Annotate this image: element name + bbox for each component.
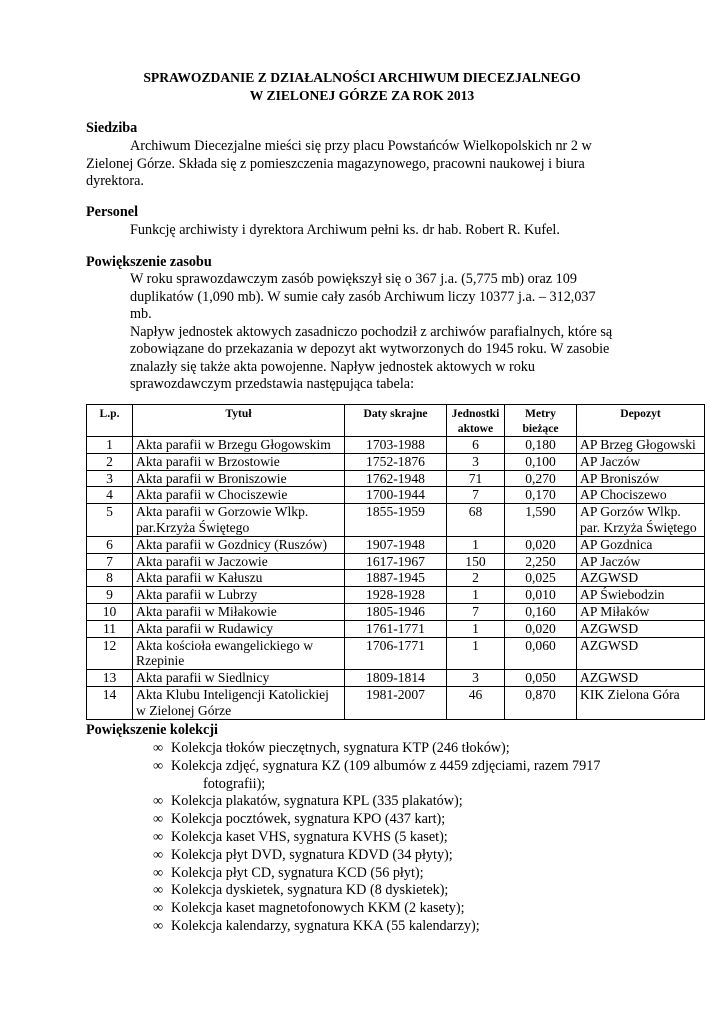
cell-daty-text: 1809-1814 (366, 670, 425, 686)
cell-daty (345, 504, 447, 537)
cell-daty (345, 637, 447, 670)
siedziba-line: Archiwum Diecezjalne mieści się przy placu Powstańców Wielkopolskich nr 2 w (130, 138, 592, 154)
header-daty: Daty skrajne (345, 405, 447, 437)
cell-tytul-text: Akta parafii w Brzegu Głogowskim (136, 437, 331, 452)
cell-daty (345, 603, 447, 620)
cell-tytul (133, 686, 345, 719)
header-depozyt: Depozyt (577, 405, 705, 437)
cell-metry-text: 0,180 (525, 437, 556, 452)
cell-lp-text: 3 (106, 470, 113, 486)
heading-personel: Personel (86, 204, 139, 220)
cell-jednostki (447, 487, 505, 504)
cell-tytul-text: Akta parafii w Chociszewie (136, 487, 288, 503)
deposit-table (86, 404, 705, 720)
cell-tytul-text: Akta parafii w Miłakowie (136, 603, 277, 619)
cell-depozyt-text: AP Chociszewo (580, 487, 667, 503)
cell-tytul-text: Akta Klubu Inteligencji Katolickiej (136, 686, 329, 702)
cell-jednostki-text: 1 (472, 587, 479, 603)
cell-jednostki-text: 68 (468, 504, 483, 520)
cell-jednostki (447, 570, 505, 587)
cell-daty-text: 1855-1959 (366, 504, 425, 520)
cell-depozyt-text-line2: par. Krzyża Świętego (580, 519, 697, 535)
cell-metry-text: 0,010 (525, 587, 556, 603)
cell-daty (345, 686, 447, 719)
cell-lp (87, 437, 133, 454)
cell-tytul (133, 553, 345, 570)
cell-daty (345, 670, 447, 687)
infinity-bullet-icon: ∞ (153, 900, 164, 917)
header-tytul: Tytuł (133, 405, 345, 437)
cell-tytul (133, 470, 345, 487)
collection-item-text: Kolekcja zdjęć, sygnatura KZ (109 albumów z 4459 zdjęciami, razem 7917 (171, 757, 601, 774)
cell-metry-text: 1,590 (525, 504, 556, 520)
cell-daty (345, 536, 447, 553)
table-row (87, 686, 705, 719)
cell-jednostki-text: 3 (472, 670, 479, 686)
cell-depozyt (577, 620, 705, 637)
cell-lp-text: 14 (102, 686, 117, 702)
cell-metry (505, 570, 577, 587)
header-jednostki (447, 405, 505, 437)
collection-item-text: Kolekcja płyt DVD, sygnatura KDVD (34 płyty); (171, 846, 453, 863)
zasob-line: zobowiązane do przekazania w depozyt akt wytworzonych do 1945 roku. W zasobie (130, 341, 610, 357)
cell-metry-text: 0,020 (525, 620, 556, 636)
cell-lp-text: 13 (102, 670, 117, 686)
table-row (87, 637, 705, 670)
cell-tytul (133, 587, 345, 604)
cell-jednostki-text: 150 (465, 553, 486, 569)
list-item (153, 900, 600, 918)
cell-jednostki (447, 437, 505, 454)
cell-lp (87, 670, 133, 687)
cell-depozyt (577, 504, 705, 537)
list-item (153, 793, 600, 811)
cell-lp-text: 11 (102, 620, 117, 636)
cell-jednostki-text: 6 (472, 437, 479, 452)
cell-daty-text: 1703-1988 (366, 437, 425, 452)
cell-tytul-text: Akta parafii w Broniszowie (136, 470, 287, 486)
cell-depozyt (577, 686, 705, 719)
cell-metry-text: 0,100 (525, 453, 556, 469)
cell-tytul (133, 670, 345, 687)
infinity-bullet-icon: ∞ (153, 917, 164, 934)
cell-tytul-text: Akta parafii w Gorzowie Wlkp. (136, 504, 309, 520)
cell-metry (505, 637, 577, 670)
cell-lp (87, 620, 133, 637)
cell-jednostki-text: 7 (472, 603, 479, 619)
cell-daty-text: 1752-1876 (366, 453, 425, 469)
cell-lp (87, 487, 133, 504)
cell-lp-text: 1 (106, 437, 113, 452)
cell-lp-text: 8 (106, 570, 113, 586)
cell-daty-text: 1907-1948 (366, 536, 425, 552)
cell-lp-text: 6 (106, 536, 113, 552)
cell-jednostki (447, 504, 505, 537)
table-body (87, 437, 705, 720)
cell-daty-text: 1617-1967 (366, 553, 425, 569)
siedziba-line: Zielonej Górze. Składa się z pomieszczenia magazynowego, pracowni naukowej i biura (86, 155, 585, 172)
cell-daty-text: 1706-1771 (366, 637, 425, 653)
cell-lp-text: 9 (106, 587, 113, 603)
table-row (87, 553, 705, 570)
cell-tytul (133, 620, 345, 637)
header-jednostki-line1: Jednostki (451, 407, 500, 420)
cell-jednostki (447, 587, 505, 604)
list-item (153, 918, 600, 936)
table-row (87, 470, 705, 487)
cell-lp-text: 5 (106, 504, 113, 520)
cell-depozyt (577, 570, 705, 587)
collection-item-text: Kolekcja dyskietek, sygnatura KD (8 dyskietek); (171, 882, 449, 899)
cell-metry (505, 504, 577, 537)
cell-metry-text: 0,870 (525, 686, 556, 702)
table-header-row (87, 405, 705, 437)
infinity-bullet-icon: ∞ (153, 793, 164, 810)
list-item (153, 882, 600, 900)
cell-metry (505, 470, 577, 487)
cell-lp (87, 587, 133, 604)
cell-jednostki-text: 1 (472, 637, 479, 653)
cell-lp (87, 470, 133, 487)
cell-depozyt (577, 470, 705, 487)
cell-jednostki (447, 686, 505, 719)
cell-lp (87, 536, 133, 553)
infinity-bullet-icon: ∞ (153, 740, 164, 756)
cell-tytul-text: Akta kościoła ewangelickiego w (136, 637, 314, 653)
siedziba-line: dyrektora. (86, 173, 144, 189)
cell-depozyt (577, 453, 705, 470)
cell-metry (505, 587, 577, 604)
cell-depozyt (577, 487, 705, 504)
cell-depozyt-text: KIK Zielona Góra (580, 686, 680, 702)
cell-lp (87, 686, 133, 719)
header-lp: L.p. (87, 405, 133, 437)
cell-lp (87, 570, 133, 587)
list-item (153, 758, 600, 794)
cell-daty-text: 1762-1948 (366, 470, 425, 486)
cell-daty (345, 587, 447, 604)
cell-lp-text: 10 (102, 603, 117, 619)
heading-powiekszenie-zasobu: Powiększenie zasobu (86, 254, 212, 270)
cell-tytul (133, 487, 345, 504)
cell-tytul-text-line2: Rzepinie (136, 653, 185, 669)
table-row (87, 504, 705, 537)
cell-tytul (133, 536, 345, 553)
zasob-line: sprawozdawczym przedstawia następująca tabela: (130, 376, 415, 392)
cell-depozyt (577, 603, 705, 620)
cell-metry (505, 686, 577, 719)
collection-item-text: Kolekcja tłoków pieczętnych, sygnatura KTP (246 tłoków); (171, 740, 510, 756)
table-row (87, 670, 705, 687)
cell-depozyt-text: AP Jaczów (580, 553, 641, 569)
cell-depozyt-text: AP Świebodzin (580, 587, 665, 603)
cell-depozyt (577, 637, 705, 670)
collection-item-text: Kolekcja kaset magnetofonowych KKM (2 kasety); (171, 900, 465, 917)
collection-item-text: Kolekcja płyt CD, sygnatura KCD (56 płyt); (171, 864, 424, 881)
collection-list (153, 740, 600, 936)
header-metry (505, 405, 577, 437)
cell-depozyt (577, 670, 705, 687)
cell-tytul (133, 437, 345, 454)
cell-depozyt-text: AZGWSD (580, 620, 639, 636)
cell-daty-text: 1700-1944 (366, 487, 425, 503)
table-row (87, 453, 705, 470)
cell-jednostki (447, 670, 505, 687)
cell-daty (345, 620, 447, 637)
cell-jednostki-text: 1 (472, 620, 479, 636)
cell-jednostki (447, 620, 505, 637)
heading-siedziba: Siedziba (86, 120, 138, 136)
zasob-line: W roku sprawozdawczym zasób powiększył się o 367 j.a. (5,775 mb) oraz 109 (130, 271, 577, 287)
cell-depozyt-text: AZGWSD (580, 637, 639, 653)
table-row (87, 587, 705, 604)
cell-jednostki-text: 3 (472, 453, 479, 469)
cell-metry (505, 453, 577, 470)
table-row (87, 570, 705, 587)
cell-daty-text: 1761-1771 (366, 620, 425, 636)
header-metry-line1: Metry (525, 407, 556, 420)
collection-item-text: Kolekcja pocztówek, sygnatura KPO (437 kart); (171, 811, 446, 828)
cell-jednostki (447, 453, 505, 470)
cell-metry (505, 670, 577, 687)
table-row (87, 603, 705, 620)
cell-lp (87, 453, 133, 470)
cell-jednostki (447, 470, 505, 487)
powiekszenie-zasobu-paragraph (130, 271, 612, 394)
cell-metry (505, 620, 577, 637)
cell-depozyt-text: AP Jaczów (580, 453, 641, 469)
document-title-line-1: SPRAWOZDANIE Z DZIAŁALNOŚCI ARCHIWUM DIECEZJALNEGO (143, 70, 581, 85)
cell-depozyt-text: AZGWSD (580, 670, 639, 686)
collection-item-text: Kolekcja plakatów, sygnatura KPL (335 plakatów); (171, 793, 463, 810)
cell-metry (505, 553, 577, 570)
cell-daty-text: 1887-1945 (366, 570, 425, 586)
cell-jednostki (447, 553, 505, 570)
table-row (87, 620, 705, 637)
cell-lp-text: 12 (102, 637, 117, 653)
cell-daty (345, 487, 447, 504)
cell-metry-text: 0,025 (525, 570, 556, 586)
cell-tytul (133, 504, 345, 537)
zasob-line: znalazły się także akta powojenne. Napływ jednostek aktowych w roku (130, 358, 535, 375)
collection-item-continuation: fotografii); (203, 775, 266, 792)
cell-depozyt-text: AZGWSD (580, 570, 639, 586)
table-row (87, 437, 705, 454)
cell-tytul-text-line2: par.Krzyża Świętego (136, 519, 250, 535)
cell-tytul-text: Akta parafii w Lubrzy (136, 587, 258, 603)
cell-metry (505, 487, 577, 504)
cell-lp-text: 2 (106, 453, 113, 469)
cell-tytul-text: Akta parafii w Gozdnicy (Ruszów) (136, 536, 328, 552)
cell-daty (345, 570, 447, 587)
cell-depozyt-text: AP Broniszów (580, 470, 660, 486)
list-item (153, 847, 600, 865)
cell-jednostki-text: 46 (468, 686, 483, 702)
cell-tytul (133, 570, 345, 587)
cell-jednostki-text: 7 (472, 487, 479, 503)
cell-tytul-text: Akta parafii w Kałuszu (136, 570, 263, 586)
infinity-bullet-icon: ∞ (153, 846, 164, 863)
cell-tytul-text: Akta parafii w Siedlnicy (136, 670, 270, 686)
cell-tytul-text: Akta parafii w Rudawicy (136, 620, 274, 636)
cell-tytul-text: Akta parafii w Jaczowie (136, 553, 268, 569)
table-row (87, 536, 705, 553)
list-item (153, 740, 600, 758)
cell-jednostki (447, 603, 505, 620)
cell-lp (87, 504, 133, 537)
infinity-bullet-icon: ∞ (153, 828, 164, 845)
list-item (153, 865, 600, 883)
cell-tytul-text: Akta parafii w Brzostowie (136, 453, 280, 469)
heading-powiekszenie-kolekcji: Powiększenie kolekcji (86, 722, 219, 738)
cell-daty (345, 470, 447, 487)
list-item (153, 811, 600, 829)
zasob-line: Napływ jednostek aktowych zasadniczo pochodził z archiwów parafialnych, które są (130, 323, 613, 340)
cell-tytul-text-line2: w Zielonej Górze (136, 702, 232, 718)
cell-daty (345, 453, 447, 470)
cell-depozyt-text: AP Gozdnica (580, 536, 653, 552)
document-title-line-2: W ZIELONEJ GÓRZE ZA ROK 2013 (249, 88, 475, 103)
cell-metry-text: 0,020 (525, 536, 556, 552)
cell-daty (345, 437, 447, 454)
cell-depozyt (577, 536, 705, 553)
header-metry-line2: bieżące (522, 422, 559, 435)
siedziba-paragraph (86, 138, 592, 191)
cell-depozyt (577, 587, 705, 604)
infinity-bullet-icon: ∞ (153, 811, 164, 828)
cell-depozyt-text: AP Gorzów Wlkp. (580, 504, 681, 520)
cell-metry (505, 603, 577, 620)
header-jednostki-line2: aktowe (457, 422, 494, 435)
cell-metry-text: 0,270 (525, 470, 556, 486)
collection-item-text: Kolekcja kaset VHS, sygnatura KVHS (5 kaset); (171, 828, 448, 845)
collection-item-text: Kolekcja kalendarzy, sygnatura KKA (55 kalendarzy); (171, 917, 480, 934)
zasob-line: duplikatów (1,090 mb). W sumie cały zasób Archiwum liczy 10377 j.a. – 312,037 (130, 288, 596, 305)
table-row (87, 487, 705, 504)
cell-metry-text: 0,170 (525, 487, 556, 503)
cell-tytul (133, 637, 345, 670)
cell-lp (87, 603, 133, 620)
cell-tytul (133, 453, 345, 470)
cell-daty-text: 1928-1928 (366, 587, 425, 603)
infinity-bullet-icon: ∞ (153, 864, 164, 881)
cell-metry (505, 437, 577, 454)
personel-text: Funkcję archiwisty i dyrektora Archiwum pełni ks. dr hab. Robert R. Kufel. (130, 222, 560, 238)
cell-daty (345, 553, 447, 570)
list-item (153, 829, 600, 847)
cell-depozyt-text: AP Miłaków (580, 603, 650, 619)
cell-daty-text: 1981-2007 (366, 686, 425, 702)
cell-jednostki-text: 2 (472, 570, 479, 586)
zasob-line: mb. (130, 306, 152, 322)
cell-jednostki-text: 71 (468, 470, 483, 486)
cell-depozyt (577, 553, 705, 570)
cell-tytul (133, 603, 345, 620)
cell-jednostki (447, 536, 505, 553)
infinity-bullet-icon: ∞ (153, 882, 164, 899)
cell-metry-text: 0,050 (525, 670, 556, 686)
cell-metry (505, 536, 577, 553)
cell-metry-text: 2,250 (525, 553, 556, 569)
cell-lp-text: 7 (106, 553, 113, 569)
cell-jednostki (447, 637, 505, 670)
infinity-bullet-icon: ∞ (153, 757, 164, 774)
cell-metry-text: 0,160 (525, 603, 556, 619)
cell-metry-text: 0,060 (525, 637, 556, 653)
cell-daty-text: 1805-1946 (366, 603, 425, 619)
cell-lp-text: 4 (106, 487, 113, 503)
cell-depozyt (577, 437, 705, 454)
cell-lp (87, 637, 133, 670)
cell-lp (87, 553, 133, 570)
cell-jednostki-text: 1 (472, 536, 479, 552)
cell-depozyt-text: AP Brzeg Głogowski (580, 437, 696, 452)
